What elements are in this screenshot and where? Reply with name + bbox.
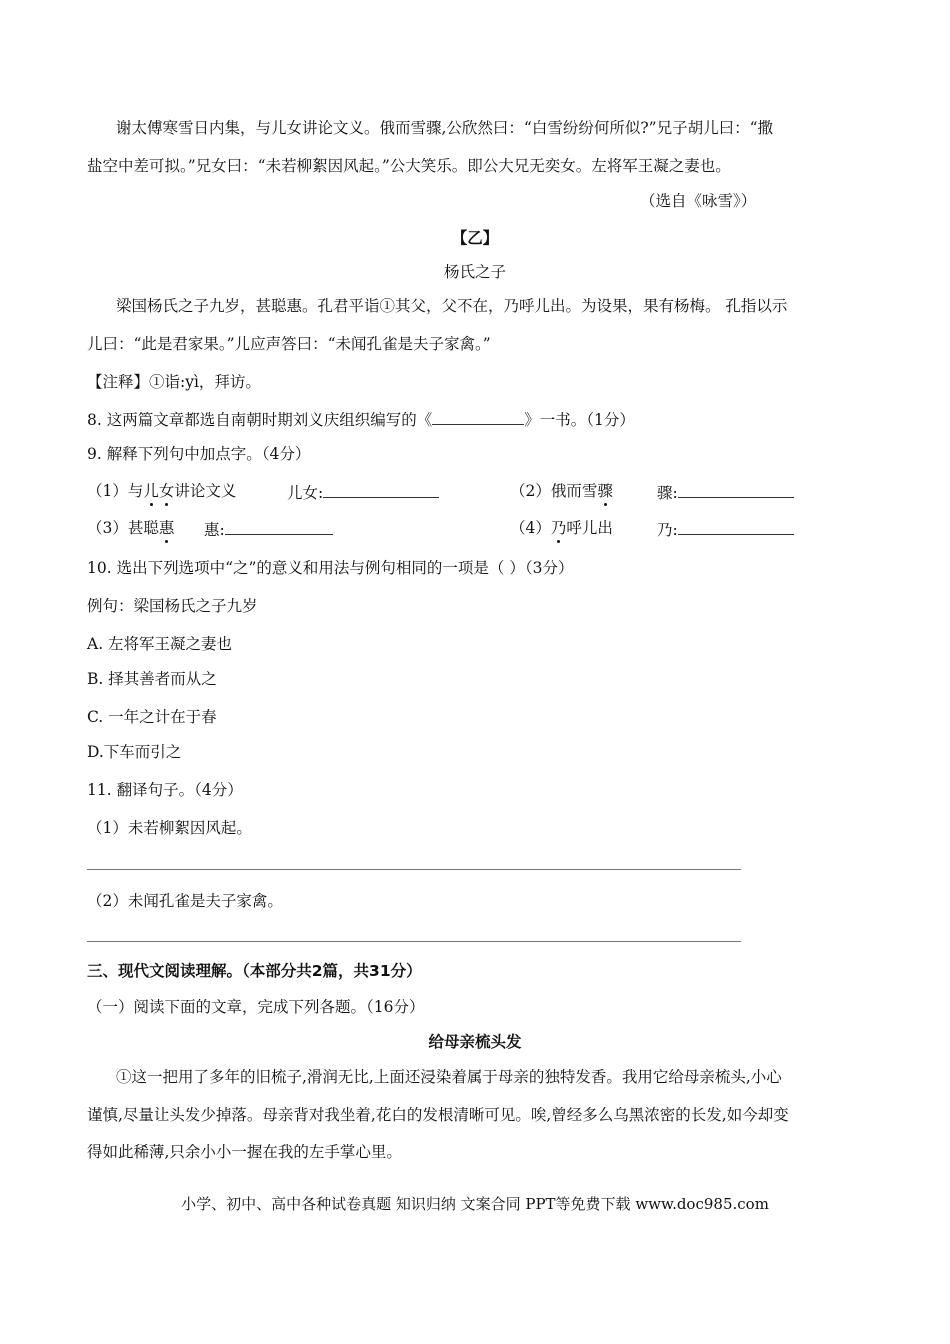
passage-a-source: （选自《咏雪》） xyxy=(640,192,757,210)
question-9-item-3-answer xyxy=(204,518,333,540)
item-2-label: 骤: xyxy=(657,484,678,502)
question-10-option-d[interactable]: D.下车而引之 xyxy=(87,743,182,761)
article-paragraph-1-line-3: 得如此稀薄,只余小小一握在我的左手掌心里。 xyxy=(87,1143,402,1161)
item-3-dotted-char: 惠 xyxy=(158,519,175,537)
question-9-item-2 xyxy=(510,481,613,501)
question-11-sentence-1: （1）未若柳絮因风起。 xyxy=(87,819,252,837)
question-11-prompt: 11. 翻译句子。（4分） xyxy=(87,781,243,799)
passage-b-title: 杨氏之子 xyxy=(443,263,506,281)
question-9-item-1-answer xyxy=(287,481,439,503)
item-4-rest: 呼儿出 xyxy=(566,519,613,537)
item-1-answer-blank[interactable] xyxy=(323,481,439,498)
passage-b-label: 【乙】 xyxy=(451,229,499,247)
item-1-prefix: （1）与 xyxy=(87,482,144,500)
article-title: 给母亲梳头发 xyxy=(428,1033,522,1051)
section-3-subheading: （一）阅读下面的文章，完成下列各题。（16分） xyxy=(87,998,425,1016)
item-1-rest: 讲论文义 xyxy=(174,482,237,500)
question-11-sentence-2: （2）未闻孔雀是夫子家禽。 xyxy=(87,892,283,910)
question-9-item-3 xyxy=(87,518,174,538)
question-8-text-after: 》一书。（1分） xyxy=(524,411,635,429)
item-4-label: 乃: xyxy=(657,521,678,539)
question-10-prompt: 10. 选出下列选项中“之”的意义和用法与例句相同的一项是（ ）（3分） xyxy=(87,559,574,577)
passage-b-note: 【注释】①诣:yì，拜访。 xyxy=(87,373,261,391)
question-10-option-c[interactable]: C. 一年之计在于春 xyxy=(87,708,217,726)
page-footer: 小学、初中、高中各种试卷真题 知识归纳 文案合同 PPT等免费下载 www.doc985.com xyxy=(181,1195,769,1213)
item-3-prefix: （3）甚聪 xyxy=(87,519,159,537)
question-9-prompt: 9. 解释下列句中加点字。（4分） xyxy=(87,445,311,463)
question-8 xyxy=(87,408,635,430)
item-2-prefix: （2）俄而雪 xyxy=(510,482,598,500)
item-3-answer-blank[interactable] xyxy=(225,518,333,535)
question-9-item-4 xyxy=(510,518,613,538)
question-11-answer-line-1[interactable] xyxy=(87,869,741,870)
question-10-example: 例句：梁国杨氏之子九岁 xyxy=(87,597,258,615)
item-1-dotted-char-1: 儿 xyxy=(143,482,159,500)
question-9-item-2-answer xyxy=(657,481,794,503)
question-9-item-1 xyxy=(87,481,236,501)
passage-a-line-1: 谢太傅寒雪日内集，与儿女讲论文义。俄而雪骤,公欣然曰：“白雪纷纷何所似?”兄子胡儿曰：“撒 xyxy=(116,119,774,137)
item-1-label: 儿女: xyxy=(287,484,324,502)
item-4-answer-blank[interactable] xyxy=(678,518,794,535)
passage-b-line-1: 梁国杨氏之子九岁，甚聪惠。孔君平诣①其父，父不在，乃呼儿出。为设果，果有杨梅。 孔指以示 xyxy=(116,297,788,315)
passage-a-line-2: 盐空中差可拟。”兄女曰：“未若柳絮因风起。”公大笑乐。即公大兄无奕女。左将军王凝之妻也。 xyxy=(87,157,731,175)
item-2-answer-blank[interactable] xyxy=(678,481,794,498)
item-4-dotted-char: 乃 xyxy=(550,519,567,537)
question-9-item-4-answer xyxy=(657,518,794,540)
question-8-answer-blank[interactable] xyxy=(432,408,524,425)
question-8-text-before: 8. 这两篇文章都选自南朝时期刘义庆组织编写的《 xyxy=(87,411,433,429)
question-11-answer-line-2[interactable] xyxy=(87,941,741,942)
article-paragraph-1-line-2: 谨慎,尽量让头发少掉落。母亲背对我坐着,花白的发根清晰可见。唉,曾经多么乌黑浓密的长发,如今却变 xyxy=(87,1106,789,1124)
item-1-dotted-char-2: 女 xyxy=(158,482,175,500)
section-3-heading: 三、现代文阅读理解。（本部分共2篇，共31分） xyxy=(87,962,422,980)
passage-b-line-2: 儿曰：“此是君家果。”儿应声答曰：“未闻孔雀是夫子家禽。” xyxy=(87,335,491,353)
article-paragraph-1-line-1: ①这一把用了多年的旧梳子,滑润无比,上面还浸染着属于母亲的独特发香。我用它给母亲梳头,小心 xyxy=(116,1068,782,1086)
item-3-label: 惠: xyxy=(204,521,225,539)
item-2-dotted-char: 骤 xyxy=(597,482,613,500)
question-10-option-b[interactable]: B. 择其善者而从之 xyxy=(87,670,217,688)
question-10-option-a[interactable]: A. 左将军王凝之妻也 xyxy=(87,635,233,653)
item-4-prefix: （4） xyxy=(510,519,551,537)
